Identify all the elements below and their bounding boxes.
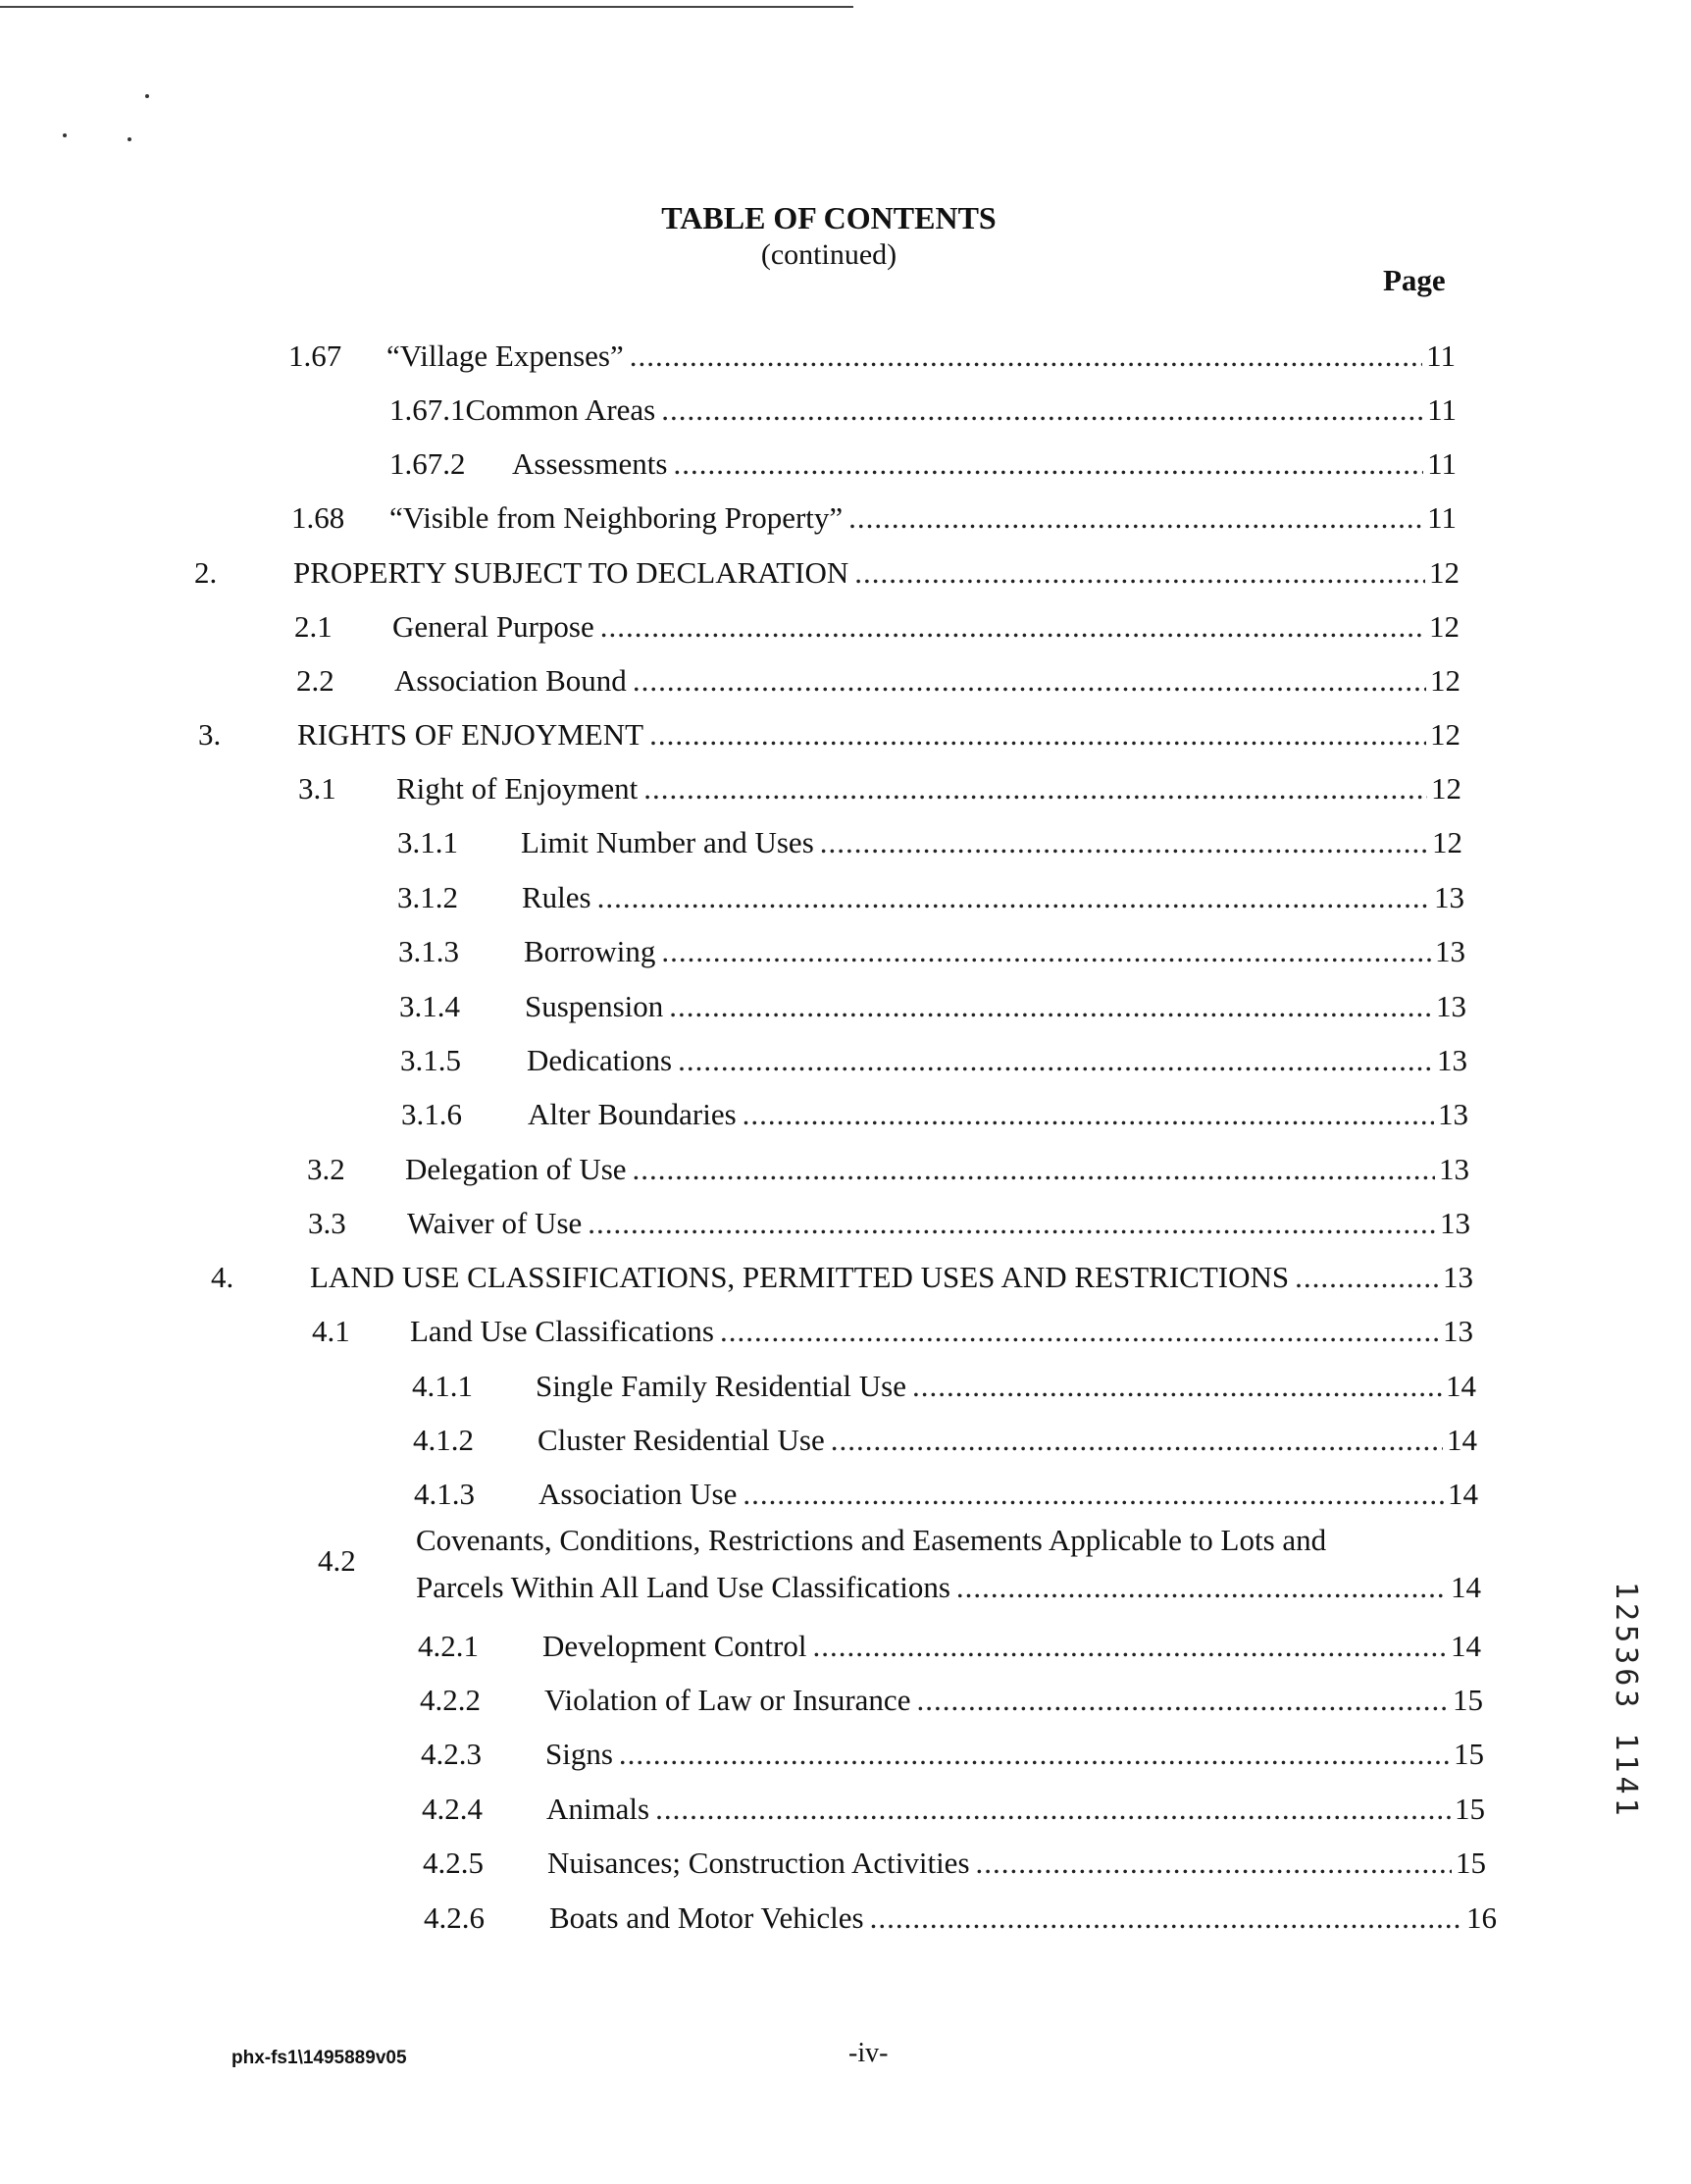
toc-entry — [389, 392, 1457, 434]
toc-entry-page: 11 — [1426, 338, 1456, 373]
dot-leader — [643, 771, 1427, 806]
toc-entry-title: Alter Boundaries — [528, 1097, 737, 1131]
toc-entry-number: 4.2.6 — [424, 1900, 485, 1935]
toc-entry — [401, 1097, 1468, 1138]
dot-leader — [630, 338, 1422, 374]
toc-entry-page: 13 — [1437, 1043, 1467, 1077]
toc-entry-number: 3.3 — [308, 1206, 346, 1240]
toc-entry-title: Animals — [546, 1792, 650, 1826]
toc-entry-number: 2.1 — [294, 609, 333, 644]
toc-entry-title: Suspension — [525, 989, 664, 1023]
toc-entry-number: 1.67 — [288, 338, 342, 373]
dot-leader — [831, 1423, 1443, 1458]
toc-entry-number: 4.1.1 — [412, 1369, 473, 1403]
document-id: phx-fs1\1495889v05 — [231, 2048, 407, 2068]
toc-entry — [413, 1423, 1477, 1464]
toc-entry-page: 15 — [1455, 1792, 1485, 1826]
dot-leader — [661, 392, 1423, 428]
toc-entry-title-line: Parcels Within All Land Use Classifications — [416, 1570, 950, 1604]
toc-entry — [389, 446, 1457, 488]
toc-entry-number: 4. — [211, 1260, 234, 1294]
toc-entry-number: 4.2.5 — [423, 1846, 484, 1880]
page-column-label: Page — [1383, 263, 1446, 297]
toc-entry-title: Dedications — [527, 1043, 673, 1077]
dot-leader — [870, 1900, 1462, 1936]
toc-entry-title: Single Family Residential Use — [536, 1369, 906, 1403]
toc-entry-page: 12 — [1431, 771, 1461, 806]
toc-entry-page: 12 — [1430, 717, 1460, 752]
dot-leader — [600, 609, 1425, 645]
toc-entry-page: 14 — [1446, 1369, 1476, 1403]
bates-stamp: 125363 1141 — [1609, 1582, 1643, 1820]
toc-entry — [397, 825, 1462, 866]
toc-entry-page: 13 — [1443, 1314, 1473, 1348]
scan-speck — [128, 137, 131, 141]
toc-entry-title: Cluster Residential Use — [538, 1423, 825, 1457]
toc-entry-number: 4.1.3 — [414, 1477, 475, 1511]
toc-entry — [298, 771, 1461, 812]
toc-entry — [412, 1369, 1476, 1410]
toc-entry-title: General Purpose — [392, 609, 594, 644]
toc-entry-number: 1.67.2 — [389, 446, 466, 481]
toc-entry — [400, 1043, 1467, 1084]
toc-entry — [291, 500, 1457, 542]
toc-entry — [423, 1846, 1486, 1887]
toc-entry-number: 3.1.4 — [399, 989, 460, 1023]
toc-entry-page: 14 — [1451, 1629, 1481, 1663]
dot-leader — [854, 555, 1425, 591]
dot-leader — [661, 934, 1431, 969]
toc-entry-title: PROPERTY SUBJECT TO DECLARATION — [293, 555, 849, 590]
dot-leader — [916, 1683, 1449, 1718]
toc-entry-title: Association Use — [538, 1477, 738, 1511]
toc-entry-title: Assessments — [512, 446, 668, 481]
toc-entry-number: 1.68 — [291, 500, 345, 535]
toc-entry-title: Rules — [522, 880, 591, 914]
toc-entry-page: 14 — [1451, 1570, 1481, 1604]
toc-entry-number: 3.1.2 — [397, 880, 458, 914]
toc-entry — [421, 1737, 1484, 1778]
dot-leader — [812, 1629, 1447, 1664]
toc-entry-number: 3.1.3 — [398, 934, 459, 968]
dot-leader — [720, 1314, 1439, 1349]
toc-entry-title: “Village Expenses” — [386, 338, 624, 373]
dot-leader — [588, 1206, 1436, 1241]
toc-entry-page: 15 — [1456, 1846, 1486, 1880]
dot-leader — [633, 1152, 1435, 1187]
toc-entry-title: Waiver of Use — [407, 1206, 583, 1240]
dot-leader — [678, 1043, 1433, 1078]
toc-entry — [414, 1477, 1478, 1518]
toc-entry — [288, 338, 1456, 380]
toc-entry — [397, 880, 1464, 921]
toc-entry-page: 13 — [1439, 1152, 1469, 1186]
toc-entry-page: 15 — [1453, 1683, 1483, 1717]
toc-entry — [296, 663, 1460, 704]
dot-leader — [976, 1846, 1452, 1881]
dot-leader — [655, 1792, 1451, 1827]
toc-entry-number: 4.1 — [312, 1314, 350, 1348]
toc-entry-number: 4.1.2 — [413, 1423, 474, 1457]
toc-entry-title: Limit Number and Uses — [521, 825, 814, 859]
toc-entry-page: 13 — [1434, 880, 1464, 914]
toc-entry-page: 12 — [1429, 609, 1460, 644]
toc-entry-page: 11 — [1427, 500, 1457, 535]
toc-entry — [398, 934, 1465, 975]
toc-entry-number: 4.2 — [318, 1543, 356, 1578]
toc-entry — [194, 555, 1460, 597]
toc-entry — [418, 1629, 1481, 1670]
toc-entry — [416, 1570, 1481, 1611]
toc-entry-page: 12 — [1430, 663, 1460, 698]
toc-entry-number: 3.1.5 — [400, 1043, 461, 1077]
toc-entry-page: 16 — [1466, 1900, 1497, 1935]
scan-edge-line — [0, 6, 853, 8]
toc-entry-number: 2.2 — [296, 663, 334, 698]
toc-entry-title: Development Control — [542, 1629, 807, 1663]
toc-entry-title: RIGHTS OF ENJOYMENT — [297, 717, 644, 752]
dot-leader — [820, 825, 1428, 860]
toc-entry-page: 13 — [1436, 989, 1466, 1023]
toc-entry-page: 12 — [1429, 555, 1460, 590]
toc-entry-title: Association Bound — [394, 663, 627, 698]
toc-entry-number: 3. — [198, 717, 222, 752]
dot-leader — [912, 1369, 1442, 1404]
toc-title: TABLE OF CONTENTS — [661, 200, 997, 235]
toc-entry — [422, 1792, 1485, 1833]
dot-leader — [619, 1737, 1450, 1772]
toc-entry-number: 3.2 — [307, 1152, 345, 1186]
toc-entry — [211, 1260, 1473, 1301]
toc-entry-page: 11 — [1427, 446, 1457, 481]
dot-leader — [673, 446, 1423, 482]
toc-entry-number: 4.2.4 — [422, 1792, 483, 1826]
toc-entry-title: Signs — [545, 1737, 613, 1771]
dot-leader — [1295, 1260, 1439, 1295]
toc-entry-number: 1.67.1 — [389, 392, 466, 427]
toc-entry-title-line: Covenants, Conditions, Restrictions and Easements Applicable to Lots and — [416, 1523, 1327, 1557]
toc-entry-title: Boats and Motor Vehicles — [549, 1900, 864, 1935]
dot-leader — [649, 717, 1426, 753]
toc-entry-title: LAND USE CLASSIFICATIONS, PERMITTED USES AND RESTRICTIONS — [310, 1260, 1290, 1294]
toc-entry-title: “Visible from Neighboring Property” — [389, 500, 844, 535]
toc-entry — [399, 989, 1466, 1030]
dot-leader — [848, 500, 1423, 536]
toc-entry-number: 3.1.1 — [397, 825, 458, 859]
toc-entry — [307, 1152, 1469, 1193]
toc-entry-number: 4.2.3 — [421, 1737, 482, 1771]
toc-entry-page: 13 — [1440, 1206, 1470, 1240]
toc-entry-page: 14 — [1447, 1423, 1477, 1457]
toc-entry-title: Common Areas — [465, 392, 656, 427]
dot-leader — [743, 1477, 1444, 1512]
toc-entry-title: Nuisances; Construction Activities — [547, 1846, 970, 1880]
toc-entry — [424, 1900, 1497, 1942]
toc-entry-page: 11 — [1427, 392, 1457, 427]
toc-entry-number: 3.1.6 — [401, 1097, 462, 1131]
toc-entry — [312, 1314, 1473, 1355]
toc-entry-page: 12 — [1432, 825, 1462, 859]
toc-entry — [308, 1206, 1470, 1247]
dot-leader — [669, 989, 1432, 1024]
toc-entry-title: Land Use Classifications — [410, 1314, 714, 1348]
toc-entry-title: Delegation of Use — [405, 1152, 627, 1186]
toc-subtitle: (continued) — [760, 238, 897, 271]
toc-entry-title: Borrowing — [524, 934, 656, 968]
toc-entry-page: 14 — [1448, 1477, 1478, 1511]
toc-entry-number: 3.1 — [298, 771, 336, 806]
scan-speck — [145, 94, 149, 98]
toc-entry — [294, 609, 1460, 650]
toc-entry — [198, 717, 1460, 758]
toc-entry-number: 4.2.1 — [418, 1629, 479, 1663]
toc-entry-number: 2. — [194, 555, 218, 590]
toc-entry-page: 15 — [1454, 1737, 1484, 1771]
toc-entry-title: Violation of Law or Insurance — [544, 1683, 911, 1717]
dot-leader — [956, 1570, 1447, 1605]
toc-entry-page: 13 — [1435, 934, 1465, 968]
scan-speck — [63, 133, 67, 137]
toc-entry-number: 4.2.2 — [420, 1683, 481, 1717]
toc-entry-page: 13 — [1438, 1097, 1468, 1131]
toc-entry — [420, 1683, 1483, 1724]
dot-leader — [633, 663, 1426, 699]
dot-leader — [743, 1097, 1434, 1132]
toc-entry-title: Right of Enjoyment — [396, 771, 639, 806]
toc-entry-page: 13 — [1443, 1260, 1473, 1294]
dot-leader — [597, 880, 1430, 915]
footer-page-number: -iv- — [848, 2038, 889, 2068]
